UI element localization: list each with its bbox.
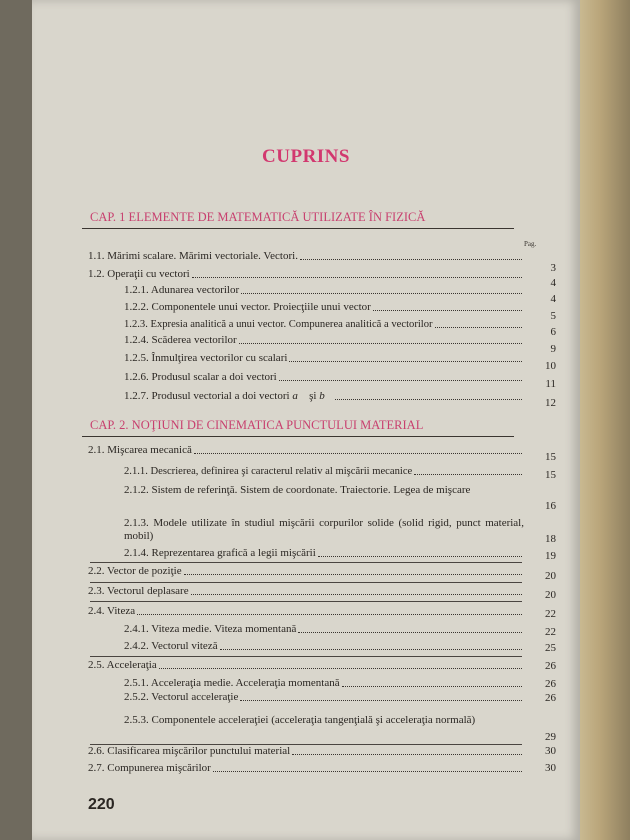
- toc-entry: [88, 745, 524, 758]
- toc-entry: [124, 677, 524, 690]
- dot-leader: [414, 474, 522, 475]
- toc-entry-title: 2.1.4. Reprezentarea grafică a legii mişcării: [124, 547, 316, 559]
- book-page: [32, 0, 580, 840]
- conjunction: şi: [309, 390, 317, 402]
- adjacent-page-edge: [580, 0, 630, 840]
- toc-entry: [124, 318, 524, 331]
- toc-entry-title: 2.1. Mişcarea mecanică: [88, 444, 192, 456]
- vector-b-symbol: b⃗: [319, 390, 334, 402]
- dot-leader: [279, 380, 522, 381]
- toc-entry: [88, 565, 524, 578]
- dot-leader: [159, 668, 522, 669]
- toc-entry-title: 2.4.1. Viteza medie. Viteza momentană: [124, 623, 297, 635]
- toc-entry: [88, 250, 524, 263]
- toc-page-number: 15: [545, 451, 556, 463]
- toc-entry-title: 1.2.5. Înmulţirea vectorilor cu scalari: [124, 352, 288, 364]
- chapter-divider: [82, 436, 514, 437]
- toc-entry: [124, 714, 524, 727]
- toc-entry-title: 1.2.3. Expresia analitică a unui vector. Compunerea analitică a vectorilor: [124, 319, 433, 330]
- toc-entry: [124, 284, 524, 297]
- dot-leader: [318, 556, 522, 557]
- toc-page-number: 30: [545, 762, 556, 774]
- vector-a-symbol: a⃗: [292, 390, 307, 402]
- dot-leader: [137, 614, 522, 615]
- dot-leader: [192, 277, 522, 278]
- toc-entry: [124, 484, 524, 497]
- toc-entry: [124, 640, 524, 653]
- toc-entry-title: 1.2.6. Produsul scalar a doi vectori: [124, 371, 277, 383]
- toc-entry-text: 1.2.7. Produsul vectorial a doi vectori: [124, 390, 290, 402]
- toc-page-number: 4: [550, 277, 556, 289]
- chapter-heading-2: CAP. 2. NOŢIUNI DE CINEMATICA PUNCTULUI MATERIAL: [90, 418, 424, 432]
- toc-entry: [124, 517, 524, 543]
- toc-page-number: 3: [550, 262, 556, 274]
- dot-leader: [184, 574, 522, 575]
- page-folio-number: 220: [88, 796, 115, 813]
- page-title: CUPRINS: [262, 146, 350, 167]
- toc-entry: [124, 623, 524, 636]
- toc-entry-title: 1.2.4. Scăderea vectorilor: [124, 334, 237, 346]
- dot-leader: [342, 686, 522, 687]
- page-column-label: Pag.: [524, 240, 537, 248]
- toc-entry-title: 2.6. Clasificarea mişcărilor punctului material: [88, 745, 291, 757]
- dot-leader: [240, 700, 522, 701]
- toc-page-number: 20: [545, 570, 556, 582]
- dot-leader: [239, 343, 522, 344]
- dot-leader: [335, 399, 522, 400]
- toc-page-number: 22: [545, 608, 556, 620]
- dot-leader: [298, 632, 522, 633]
- toc-entry: [88, 762, 524, 775]
- toc-entry: [88, 605, 524, 618]
- toc-entry-title: 1.2.1. Adunarea vectorilor: [124, 284, 240, 296]
- section-rule: [90, 601, 522, 602]
- toc-page-number: 9: [550, 343, 556, 355]
- dot-leader: [213, 771, 522, 772]
- toc-entry-title: [124, 390, 333, 403]
- dot-leader: [435, 327, 522, 328]
- toc-entry-title: 1.2. Operaţii cu vectori: [88, 268, 190, 280]
- toc-entry: [124, 334, 524, 347]
- toc-entry-title: 2.7. Compunerea mişcărilor: [88, 762, 211, 774]
- toc-entry-title: 2.5.3. Componentele acceleraţiei (acceleraţia tangenţială şi acceleraţia normală): [124, 714, 476, 726]
- dot-leader: [373, 310, 522, 311]
- toc-page-number: 5: [550, 310, 556, 322]
- toc-page-number: 26: [545, 692, 556, 704]
- dot-leader: [292, 754, 522, 755]
- toc-page-number: 25: [545, 642, 556, 654]
- toc-entry: [124, 301, 524, 314]
- toc-page-number: 22: [545, 626, 556, 638]
- toc-entry: [124, 390, 524, 403]
- dot-leader: [241, 293, 522, 294]
- dot-leader: [194, 453, 522, 454]
- toc-page-number: 19: [545, 550, 556, 562]
- dot-leader: [300, 259, 522, 260]
- toc-page-number: 26: [545, 660, 556, 672]
- toc-page-number: 12: [545, 397, 556, 409]
- toc-entry: [88, 659, 524, 672]
- toc-entry-title: 2.4.2. Vectorul viteză: [124, 640, 218, 652]
- toc-page-number: 16: [545, 500, 556, 512]
- toc-page-number: 4: [550, 293, 556, 305]
- toc-entry-title: 2.2. Vector de poziţie: [88, 565, 182, 577]
- toc-entry-title: 2.5.1. Acceleraţia medie. Acceleraţia momentană: [124, 677, 340, 689]
- toc-entry: [88, 585, 524, 598]
- toc-entry-title: 2.3. Vectorul deplasare: [88, 585, 189, 597]
- toc-entry-title: 1.1. Mărimi scalare. Mărimi vectoriale. Vectori.: [88, 250, 298, 262]
- toc-page-number: 18: [545, 533, 556, 545]
- toc-entry: [124, 547, 524, 560]
- toc-entry-title: 1.2.2. Componentele unui vector. Proiecţiile unui vector: [124, 301, 371, 313]
- section-rule: [90, 656, 522, 657]
- toc-entry-title: 2.5.2. Vectorul acceleraţie: [124, 691, 239, 703]
- section-rule: [90, 562, 522, 563]
- toc-entry: [124, 465, 524, 478]
- dot-leader: [191, 594, 522, 595]
- dot-leader: [220, 649, 522, 650]
- section-rule: [90, 582, 522, 583]
- toc-entry-title: 2.1.1. Descrierea, definirea şi caracterul relativ al mişcării mecanice: [124, 466, 413, 477]
- toc-entry: [88, 444, 524, 457]
- toc-page-number: 20: [545, 589, 556, 601]
- toc-page-number: 30: [545, 745, 556, 757]
- toc-entry-title: 2.5. Acceleraţia: [88, 659, 157, 671]
- toc-entry-title: 2.4. Viteza: [88, 605, 136, 617]
- toc-entry-title: 2.1.3. Modele utilizate în studiul mişcării corpurilor solide (solid rigid, punct material, mobil): [124, 517, 524, 542]
- toc-entry-title: 2.1.2. Sistem de referinţă. Sistem de coordonate. Traiectorie. Legea de mişcare: [124, 484, 471, 496]
- dot-leader: [289, 361, 522, 362]
- toc-entry: [124, 371, 524, 384]
- toc-page-number: 29: [545, 731, 556, 743]
- toc-page-number: 11: [545, 378, 556, 390]
- toc-page-number: 15: [545, 469, 556, 481]
- toc-page-number: 10: [545, 360, 556, 372]
- toc-entry: [88, 268, 524, 281]
- chapter-divider: [82, 228, 514, 229]
- toc-entry: [124, 352, 524, 365]
- chapter-heading-1: CAP. 1 ELEMENTE DE MATEMATICĂ UTILIZATE ÎN FIZICĂ: [90, 210, 426, 224]
- toc-entry: [124, 691, 524, 704]
- toc-page-number: 6: [550, 326, 556, 338]
- toc-page-number: 26: [545, 678, 556, 690]
